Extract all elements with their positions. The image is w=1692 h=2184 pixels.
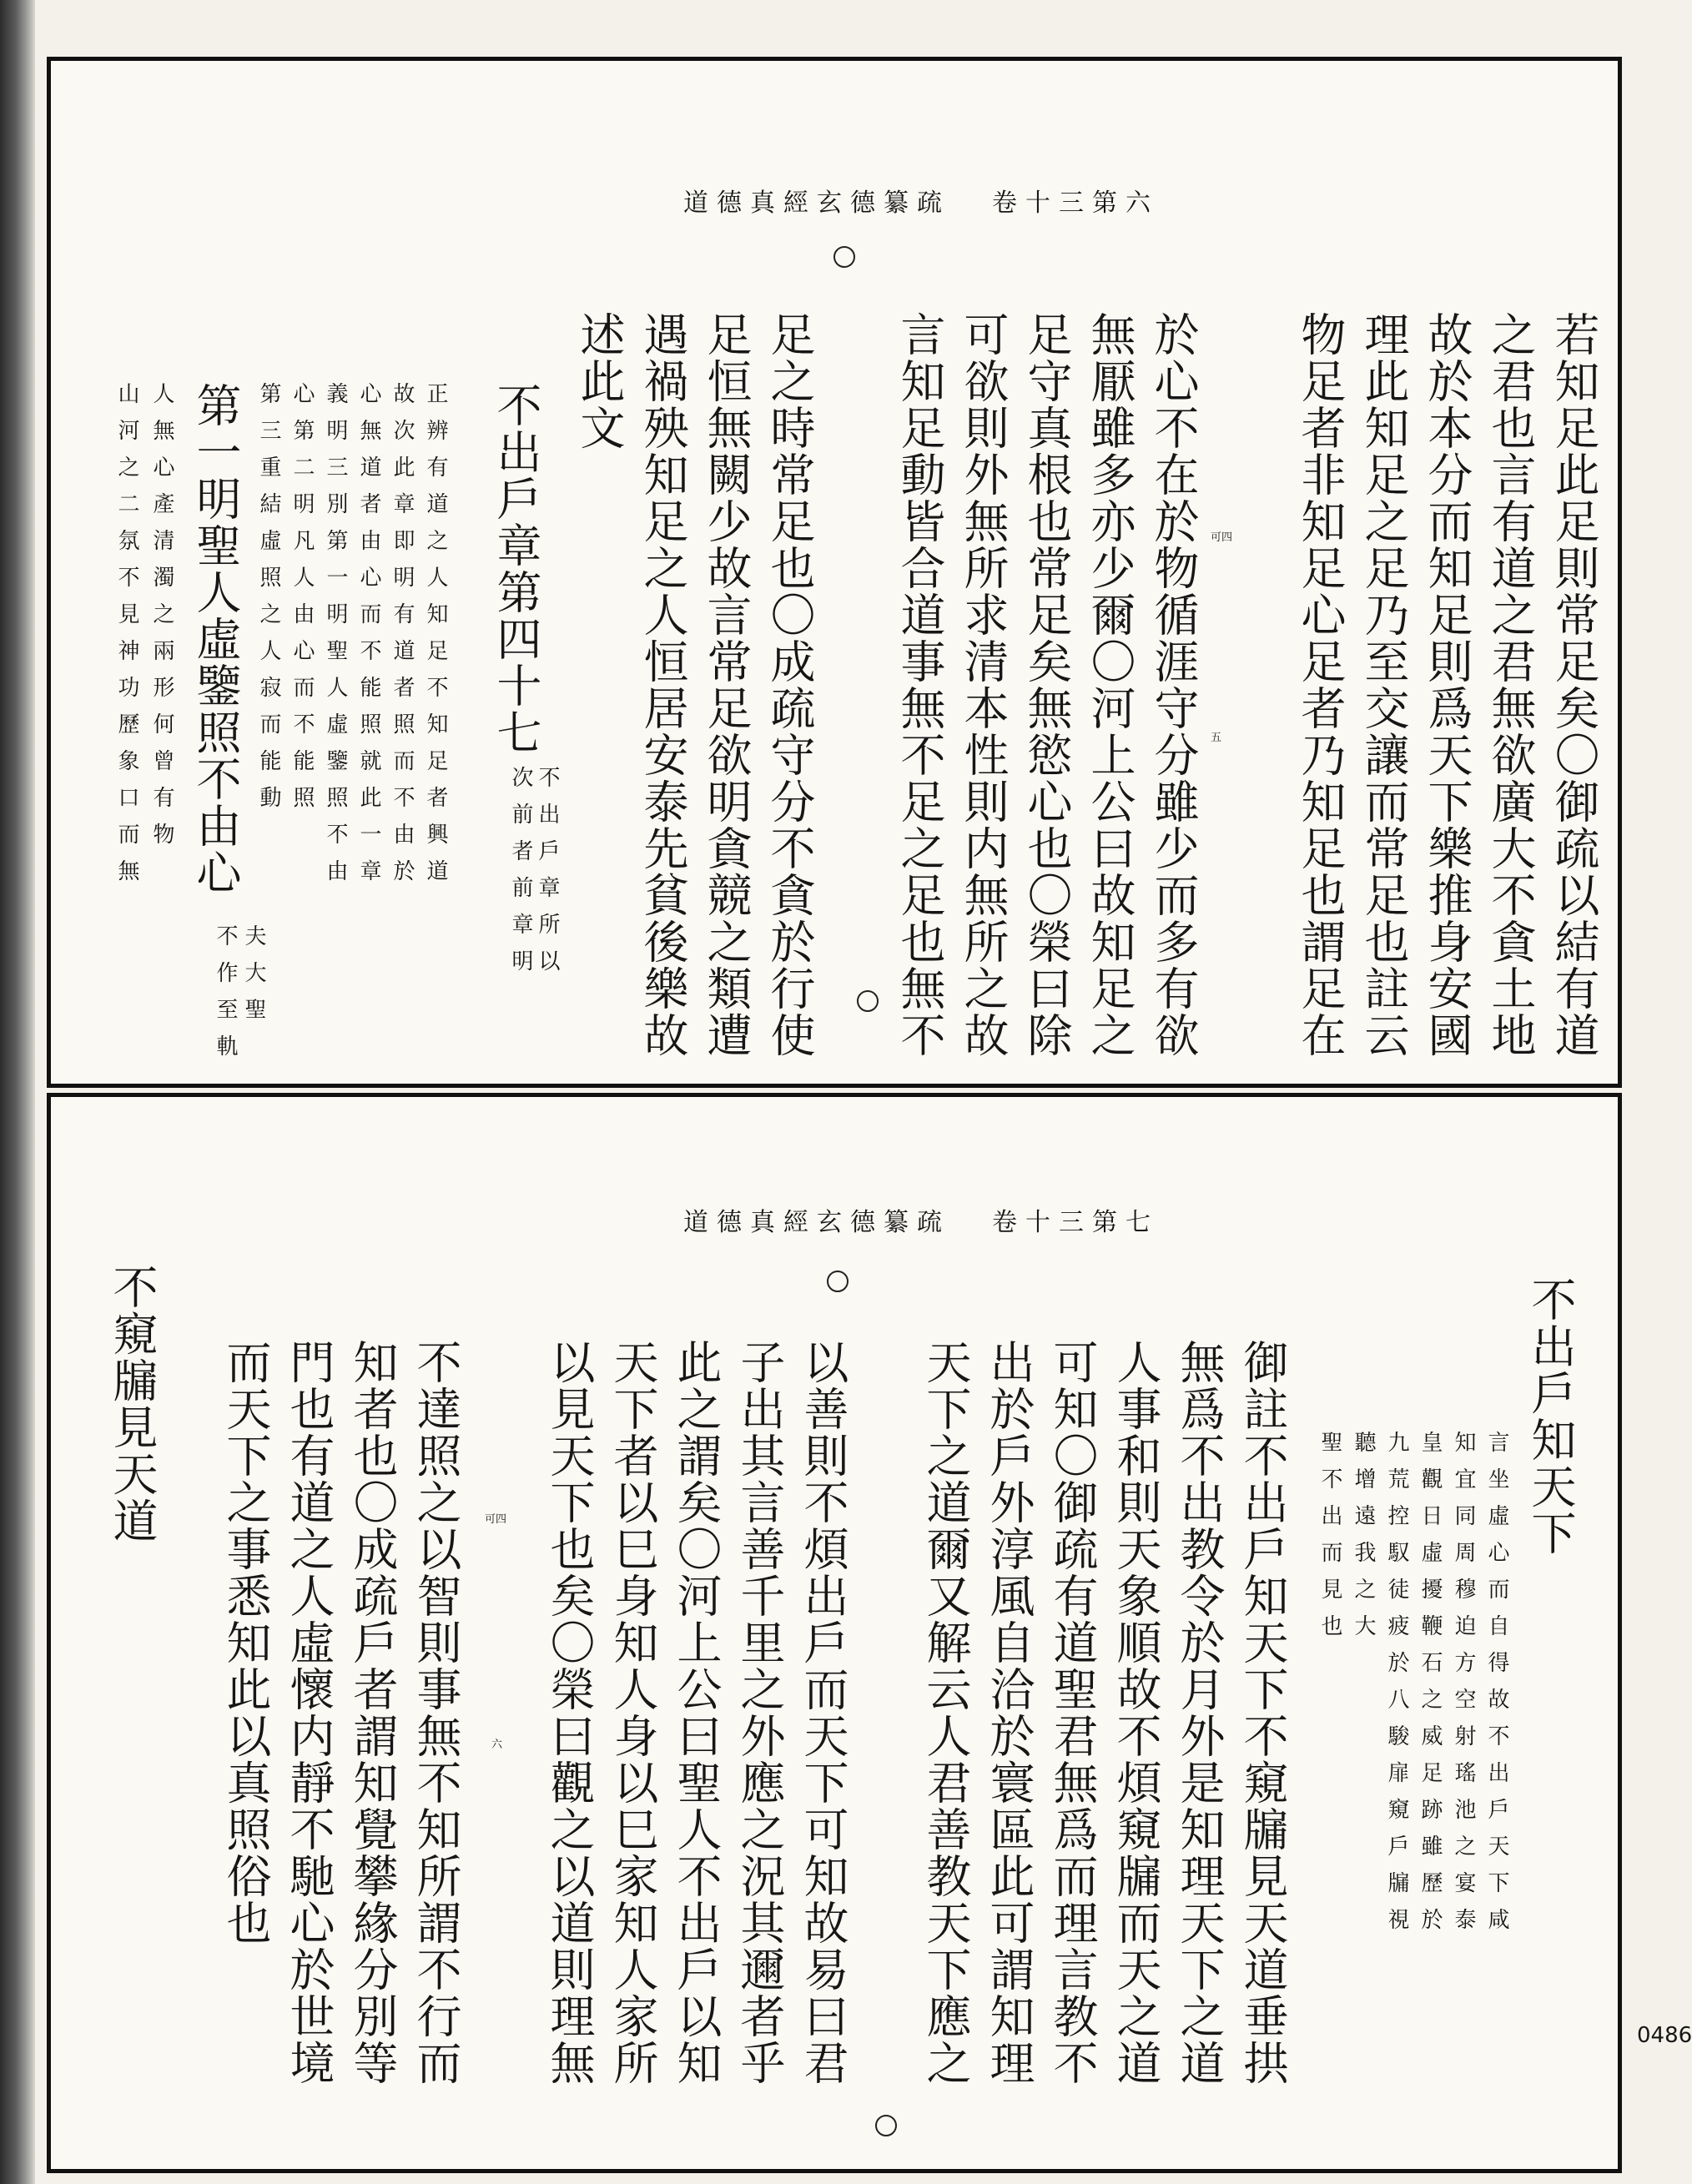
section-note: 山河之二氛不見神功歷象口而無 (114, 382, 139, 896)
commentary-column: 正辨有道之人知足不知足者興道 (423, 382, 448, 896)
chapter-title: 不出戶章第四十七 (490, 382, 542, 756)
text-column: 足恒無闕少故言常足欲明貪競之類遭 (700, 311, 753, 1059)
text-column: 子出其言善千里之外應之況其邇者乎 (733, 1339, 786, 2086)
section-title: 不出戶知天下 (1524, 1276, 1577, 1557)
text-column: 可欲則外無所求清本性則内無所之故 (957, 311, 1010, 1059)
circle-mark (857, 990, 879, 1012)
closing-heading: 不窺牖見天道 (106, 1264, 159, 1544)
commentary-column: 義明三別第一明聖人虛鑒照不由 (323, 382, 348, 896)
text-column: 無厭雖多亦少爾〇河上公曰故知足之 (1084, 311, 1136, 1059)
commentary-column: 聖不出而見也 (1317, 1431, 1342, 1651)
text-column: 出於戶外淳風自洽於寰區此可謂知理 (983, 1339, 1035, 2086)
text-column: 天下之道爾又解云人君善教天下應之 (919, 1339, 972, 2086)
text-column: 理此知足之足乃至交讓而常足也註云 (1357, 311, 1410, 1059)
text-column: 天下者以巳身知人身以巳家知人家所 (607, 1339, 659, 2086)
text-column: 述此文 (573, 311, 626, 451)
circle-mark (827, 1271, 849, 1292)
margin-mark: 六 (491, 1739, 503, 1751)
commentary-column: 聽增遠我之大 (1351, 1431, 1376, 1651)
text-column: 知者也〇成疏戶者謂知覺攀緣分別等 (346, 1339, 399, 2086)
book-spine-shadow (0, 0, 35, 2184)
commentary-column: 九荒控馭徒疲於八駿扉窺戶牖視 (1384, 1431, 1409, 1945)
margin-mark: 可四 (1211, 531, 1233, 544)
top-page-frame (47, 57, 1622, 1088)
circle-mark (875, 2115, 897, 2136)
text-column: 此之謂矣〇河上公曰聖人不出戶以知 (670, 1339, 723, 2086)
section-note: 不作至軌 (213, 924, 238, 1071)
text-column: 足守真根也常足矣無慾心也〇榮曰除 (1020, 311, 1073, 1059)
bottom-page-header (683, 1201, 1159, 1238)
section-note: 夫大聖 (241, 924, 266, 1034)
text-column: 御註不出戶知天下不窺牖見天道垂拱 (1236, 1339, 1289, 2086)
section-note: 人無心產清濁之兩形何曾有物 (149, 382, 174, 859)
circle-mark (833, 246, 855, 268)
top-header-volume: 卷十三第六 (992, 189, 1159, 218)
text-column: 故於本分而知足則爲天下樂推身安國 (1421, 311, 1473, 1059)
text-column: 人事和則天象順故不煩窺牖而天之道 (1110, 1339, 1162, 2086)
text-column: 不達照之以智則事無不知所謂不行而 (410, 1339, 462, 2086)
commentary-column: 第三重結虛照之人寂而能動 (256, 382, 281, 823)
commentary-column: 心第二明凡人由心而不能照 (290, 382, 315, 823)
bottom-header-volume: 卷十三第七 (992, 1208, 1159, 1237)
text-column: 門也有道之人虛懷内靜不馳心於世境 (283, 1339, 335, 2086)
margin-mark: 五 (1211, 732, 1222, 744)
bottom-header-book-title: 道德真經玄德纂疏 (683, 1208, 950, 1237)
commentary-column: 知宜同周穆迫方空射瑤池之宴泰 (1451, 1431, 1476, 1945)
page-number: 0486 (1637, 2023, 1692, 2048)
text-column: 之君也言有道之君無欲廣大不貪土地 (1484, 311, 1537, 1059)
chapter-note: 不出戶章所以 (535, 766, 560, 986)
text-column: 足之時常足也〇成疏守分不貪於行使 (763, 311, 816, 1059)
chapter-note: 次前者前章明 (508, 766, 533, 986)
top-header-book-title: 道德真經玄德纂疏 (683, 189, 950, 218)
text-column: 可知〇御疏有道聖君無爲而理言教不 (1046, 1339, 1099, 2086)
text-column: 以善則不煩出戶而天下可知故易曰君 (797, 1339, 849, 2086)
text-column: 於心不在於物循涯守分雖少而多有欲 (1147, 311, 1200, 1059)
text-column: 以見天下也矣〇榮曰觀之以道則理無 (543, 1339, 596, 2086)
commentary-column: 皇觀日虛擾鞭石之威足跡雖歷於 (1418, 1431, 1443, 1945)
text-column: 若知足此足則常足矣〇御疏以結有道 (1548, 311, 1600, 1059)
top-page-header (683, 182, 1159, 219)
margin-mark: 可四 (485, 1513, 507, 1526)
text-column: 無爲不出教令於月外是知理天下之道 (1173, 1339, 1226, 2086)
section-heading: 第一明聖人虛鑒照不由心 (189, 382, 242, 896)
text-column: 而天下之事悉知此以真照俗也 (219, 1339, 272, 1946)
bottom-page-frame (47, 1093, 1622, 2173)
commentary-column: 故次此章即明有道者照而不由於 (390, 382, 415, 896)
text-column: 遇禍殃知足之人恒居安泰先貧後樂故 (637, 311, 689, 1059)
text-column: 物足者非知足心足者乃知足也謂足在 (1294, 311, 1347, 1059)
text-column: 言知足動皆合道事無不足之足也無不 (894, 311, 946, 1059)
commentary-column: 心無道者由心而不能照就此一章 (356, 382, 381, 896)
commentary-column: 言坐虛心而自得故不出戶天下咸 (1484, 1431, 1509, 1945)
